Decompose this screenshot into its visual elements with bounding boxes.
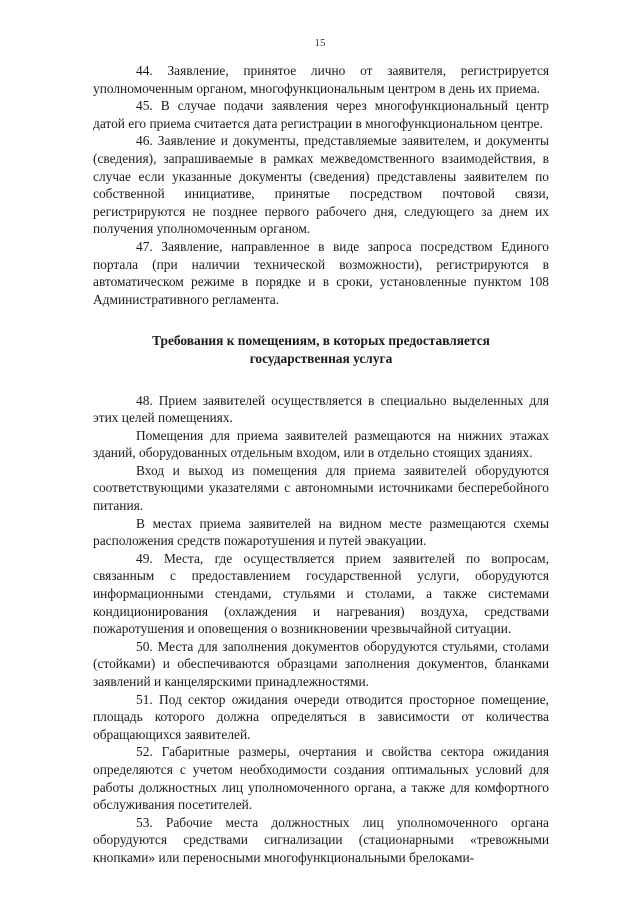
section-heading-line-2: государственная услуга: [249, 350, 393, 366]
paragraph-48-entrance: Вход и выход из помещения для приема заявителей оборудуются соответствующими указателями с автономными источниками бесперебойного питания.: [93, 462, 549, 514]
page-number: 15: [314, 37, 326, 49]
paragraph-51: 51. Под сектор ожидания очереди отводится просторное помещение, площадь которого должна определяться в зависимости от количества обращающихся заявителей.: [93, 691, 549, 742]
paragraph-52: 52. Габаритные размеры, очертания и свойства сектора ожидания определяются с учетом необходимости создания оптимальных условий для работы должностных лиц уполномоченного органа, а также для комфортного обслуживания посетителей.: [93, 744, 549, 813]
paragraph-48: 48. Прием заявителей осуществляется в специально выделенных для этих целей помещениях.: [93, 392, 549, 426]
paragraph-46: 46. Заявление и документы, представляемые заявителем, и документы (сведения), запрашиваемые в рамках межведомственного взаимодействия, в случае если указанные документы (сведения) представлены заявителем по собственной инициативе, принятые посредством почтовой связи, регистрируются не позднее первого рабочего дня, следующего за днем их получения уполномоченным органом.: [93, 133, 549, 237]
paragraph-48-premises: Помещения для приема заявителей размещаются на нижних этажах зданий, оборудованных отдельным входом, или в отдельно стоящих зданиях.: [93, 427, 549, 461]
paragraph-53: 53. Рабочие места должностных лиц уполномоченного органа оборудуются средствами сигнализации (стационарными «тревожными кнопками» или переносными многофункциональными брелоками-: [93, 814, 549, 865]
document-body: [93, 62, 549, 867]
paragraph-49: 49. Места, где осуществляется прием заявителей по вопросам, связанным с предоставлением государственной услуги, оборудуются информационными стендами, стульями и столами, а также системами кондиционирования (охлаждения и нагревания) воздуха, средствами пожаротушения и оповещения о возникновении чрезвычайной ситуации.: [93, 550, 549, 637]
paragraph-50: 50. Места для заполнения документов оборудуются стульями, столами (стойками) и обеспечиваются образцами заполнения документов, бланками заявлений и канцелярскими принадлежностями.: [93, 638, 549, 689]
paragraph-45: 45. В случае подачи заявления через многофункциональный центр датой его приема считается дата регистрации в многофункциональном центре.: [93, 98, 549, 131]
paragraph-47: 47. Заявление, направленное в виде запроса посредством Единого портала (при наличии технической возможности), регистрируются в автоматическом режиме в порядке и в сроки, установленные пунктом 108 Административного регламента.: [93, 238, 549, 307]
section-heading-line-1: Требования к помещениям, в которых предоставляется: [152, 333, 490, 349]
paragraph-44: 44. Заявление, принятое лично от заявителя, регистрируется уполномоченным органом, многофункциональным центром в день их приема.: [93, 63, 549, 96]
paragraph-48-evacuation: В местах приема заявителей на видном месте размещаются схемы расположения средств пожаротушения и путей эвакуации.: [93, 515, 549, 549]
section-heading: [93, 332, 549, 367]
